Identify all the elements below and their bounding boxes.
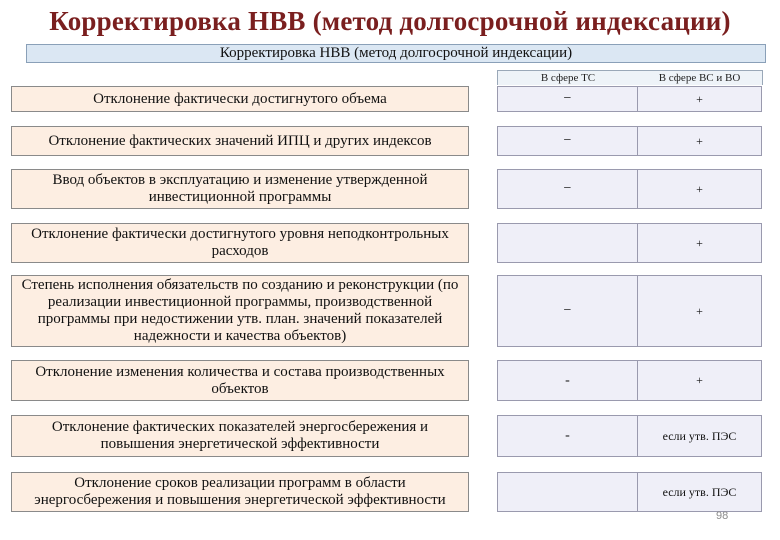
cell-water-supply: +: [637, 126, 762, 156]
row-label: Отклонение фактически достигнутого объема: [11, 86, 469, 112]
cell-water-supply: +: [637, 360, 762, 401]
cell-water-supply: +: [637, 169, 762, 209]
cell-heat-supply: −: [497, 126, 638, 156]
column-header-water-supply: В сфере ВС и ВО: [637, 70, 763, 85]
cell-water-supply: +: [637, 275, 762, 347]
page-number: 98: [716, 510, 729, 522]
row-label: Степень исполнения обязательств по созданию и реконструкции (по реализации инвестиционной программы, производственной программы при недостижении утв. план. значений показателей надежности и качества объектов): [11, 275, 469, 347]
cell-water-supply: +: [637, 86, 762, 112]
page-title: Корректировка НВВ (метод долгосрочной индексации): [49, 6, 731, 36]
column-header-heat-supply: В сфере ТС: [497, 70, 638, 85]
cell-water-supply: если утв. ПЭС: [637, 472, 762, 512]
cell-heat-supply: [497, 223, 638, 263]
row-label: Отклонение изменения количества и состава производственных объектов: [11, 360, 469, 401]
row-label: Ввод объектов в эксплуатацию и изменение утвержденной инвестиционной программы: [11, 169, 469, 209]
cell-heat-supply: [497, 472, 638, 512]
cell-heat-supply: −: [497, 86, 638, 112]
cell-heat-supply: −: [497, 275, 638, 347]
row-label: Отклонение сроков реализации программ в области энергосбережения и повышения энергетической эффективности: [11, 472, 469, 512]
cell-water-supply: если утв. ПЭС: [637, 415, 762, 457]
cell-heat-supply: -: [497, 415, 638, 457]
row-label: Отклонение фактических показателей энергосбережения и повышения энергетической эффективности: [11, 415, 469, 457]
table-title-bar: Корректировка НВВ (метод долгосрочной индексации): [26, 44, 766, 63]
row-label: Отклонение фактических значений ИПЦ и других индексов: [11, 126, 469, 156]
cell-heat-supply: −: [497, 169, 638, 209]
row-label: Отклонение фактически достигнутого уровня неподконтрольных расходов: [11, 223, 469, 263]
cell-heat-supply: -: [497, 360, 638, 401]
cell-water-supply: +: [637, 223, 762, 263]
